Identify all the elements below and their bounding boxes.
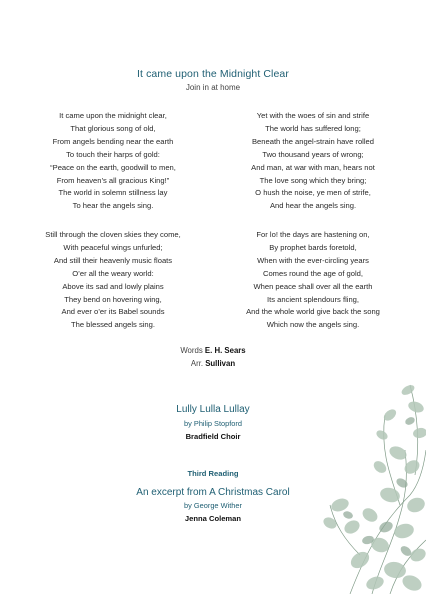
item1-performer: Bradfield Choir bbox=[185, 432, 241, 441]
verse-line: And ever o’er its Babel sounds bbox=[61, 307, 165, 317]
verse-line: And the whole world give back the song bbox=[246, 307, 380, 317]
verse-line: Two thousand years of wrong; bbox=[262, 149, 364, 159]
verse-3 bbox=[18, 229, 208, 332]
verse-line: To hear the angels sing. bbox=[72, 201, 154, 211]
verse-line: And man, at war with man, hears not bbox=[251, 162, 375, 172]
hymn-title: It came upon the Midnight Clear bbox=[137, 68, 289, 80]
hymn-subtitle: Join in at home bbox=[185, 83, 241, 92]
verse-line: When with the ever-circling years bbox=[257, 255, 369, 265]
verse-line: The love song which they bring; bbox=[259, 175, 367, 185]
reading-heading: Third Reading bbox=[187, 469, 239, 478]
verse-line: Above its sad and lowly plains bbox=[62, 281, 164, 291]
verse-line: For lo! the days are hastening on, bbox=[256, 230, 370, 239]
verse-line: Which now the angels sing. bbox=[266, 320, 360, 330]
words-credit bbox=[0, 346, 426, 355]
verse-line: O’er all the weary world: bbox=[72, 268, 154, 278]
verse-4 bbox=[218, 229, 408, 332]
verse-1 bbox=[18, 110, 208, 213]
item2-title: An excerpt from A Christmas Carol bbox=[136, 487, 290, 498]
verse-line: When peace shall over all the earth bbox=[253, 281, 373, 291]
verse-line: With peaceful wings unfurled; bbox=[63, 242, 163, 252]
verse-line: Yet with the woes of sin and strife bbox=[256, 111, 370, 120]
item2-performer: Jenna Coleman bbox=[184, 514, 242, 523]
verse-line: Its ancient splendours fling, bbox=[266, 294, 360, 304]
item2-author: by George Wither bbox=[184, 501, 242, 510]
verse-line: That glorious song of old, bbox=[70, 123, 156, 133]
words-author: E. H. Sears bbox=[204, 346, 246, 355]
verse-2 bbox=[218, 110, 408, 213]
verse-line: It came upon the midnight clear, bbox=[59, 111, 167, 120]
verse-line: The blessed angels sing. bbox=[70, 320, 155, 330]
verse-line: To touch their harps of gold: bbox=[66, 149, 160, 159]
eucalyptus-foliage-image bbox=[320, 355, 426, 594]
verse-line: Beneath the angel-strain have rolled bbox=[251, 136, 374, 146]
verse-line: O hush the noise, ye men of strife, bbox=[255, 188, 371, 198]
verse-line: Still through the cloven skies they come, bbox=[45, 230, 181, 239]
verse-line: “Peace on the earth, goodwill to men, bbox=[50, 162, 176, 172]
arr-label: Arr. bbox=[190, 359, 204, 368]
item1-composer: by Philip Stopford bbox=[184, 419, 242, 428]
verse-line: The world in solemn stillness lay bbox=[58, 188, 168, 198]
words-label: Words bbox=[180, 346, 203, 355]
verse-line: Comes round the age of gold, bbox=[262, 268, 364, 278]
verse-line: And still their heavenly music floats bbox=[53, 255, 173, 265]
verse-line: And hear the angels sing. bbox=[269, 201, 357, 211]
verse-line: They bend on hovering wing, bbox=[64, 294, 162, 304]
arr-name: Sullivan bbox=[205, 359, 236, 368]
verse-line: By prophet bards foretold, bbox=[269, 242, 357, 252]
verse-line: The world has suffered long; bbox=[265, 123, 361, 133]
item1-title: Lully Lulla Lullay bbox=[176, 404, 250, 415]
verse-line: From heaven’s all gracious King!” bbox=[56, 175, 170, 185]
verse-line: From angels bending near the earth bbox=[52, 136, 174, 146]
